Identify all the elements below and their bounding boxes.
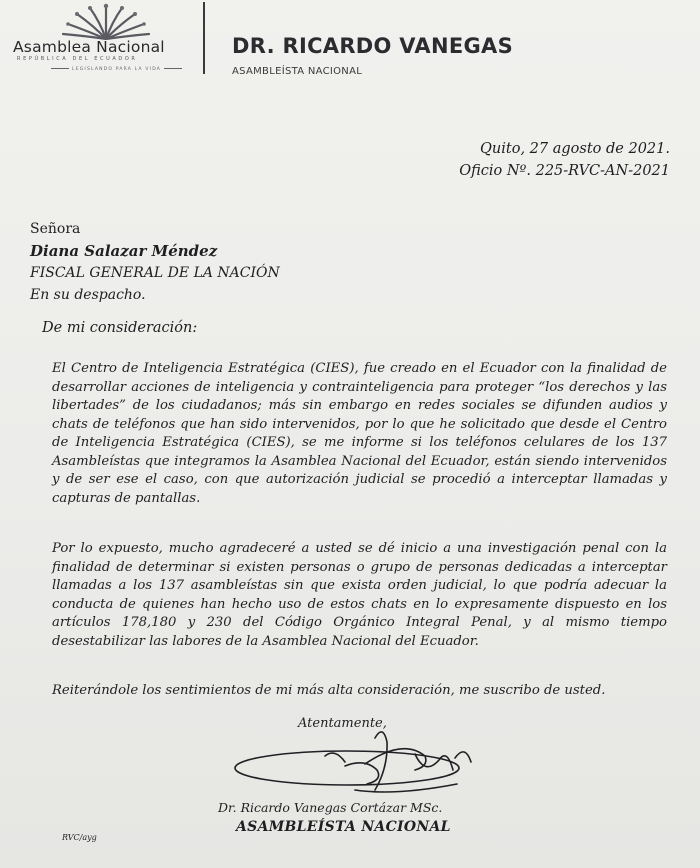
- body-paragraph-2: Por lo expuesto, mucho agradeceré a usted se dé inicio a una investigación penal con la finalidad de determinar si existen personas o grupo de personas dedicadas a interceptar llamadas a los 137 asambleístas sin que exista orden judicial, lo que podría adecuar la conducta de quienes han hecho uso de estos chats en lo expresamente dispuesto en los artículos 178,180 y 230 del Código Orgánico Integral Penal, y al mismo tiempo desestabilizar las labores de la Asamblea Nacional del Ecuador.: [52, 541, 667, 649]
- org-tagline: LEGISLANDO PARA LA VIDA: [48, 67, 185, 72]
- greeting: De mi consideración:: [42, 320, 198, 336]
- recipient-name: Diana Salazar Méndez: [30, 242, 218, 260]
- handwritten-signature: [225, 718, 495, 808]
- recipient-salutation: Señora: [30, 221, 81, 237]
- recipient-office: En su despacho.: [30, 287, 146, 303]
- recipient-title: FISCAL GENERAL DE LA NACIÓN: [30, 265, 280, 281]
- signer-name: Dr. Ricardo Vanegas Cortázar MSc.: [218, 800, 443, 815]
- valediction: Atentamente,: [298, 716, 387, 731]
- closing-paragraph: Reiterándole los sentimientos de mi más alta consideración, me suscribo de usted.: [52, 683, 606, 698]
- org-name: Asamblea Nacional: [13, 38, 165, 56]
- asamblea-logo: [8, 0, 198, 80]
- author-name: DR. RICARDO VANEGAS: [232, 34, 514, 58]
- body-paragraph-1: El Centro de Inteligencia Estratégica (CIES), fue creado en el Ecuador con la finalidad de desarrollar acciones de inteligencia y contrainteligencia para proteger “los derechos y las libertades” de los ciudadanos; más sin embargo en redes sociales se difunden audios y chats de teléfonos que han sido intervenidos, por lo que he solicitado que desde el Centro de Inteligencia Estratégica (CIES), se me informe si los teléfonos celulares de los 137 Asambleístas que integramos la Asamblea Nacional del Ecuador, están siendo intervenidos y de ser ese el caso, con que autorización judicial se procedió a interceptar llamadas y capturas de pantallas.: [52, 361, 667, 506]
- org-subtitle: REPÚBLICA DEL ECUADOR: [17, 56, 138, 62]
- reference-initials: RVC/ayg: [62, 833, 97, 842]
- letter-reference: Oficio Nº. 225-RVC-AN-2021: [459, 163, 670, 179]
- author-role: ASAMBLEÍSTA NACIONAL: [232, 66, 363, 77]
- date-block: [459, 138, 670, 182]
- recipient-block: [30, 218, 280, 306]
- header-divider: [203, 2, 205, 74]
- fan-emblem-icon: [60, 2, 152, 40]
- letter-date: Quito, 27 agosto de 2021.: [480, 141, 670, 157]
- signer-role: ASAMBLEÍSTA NACIONAL: [236, 819, 451, 835]
